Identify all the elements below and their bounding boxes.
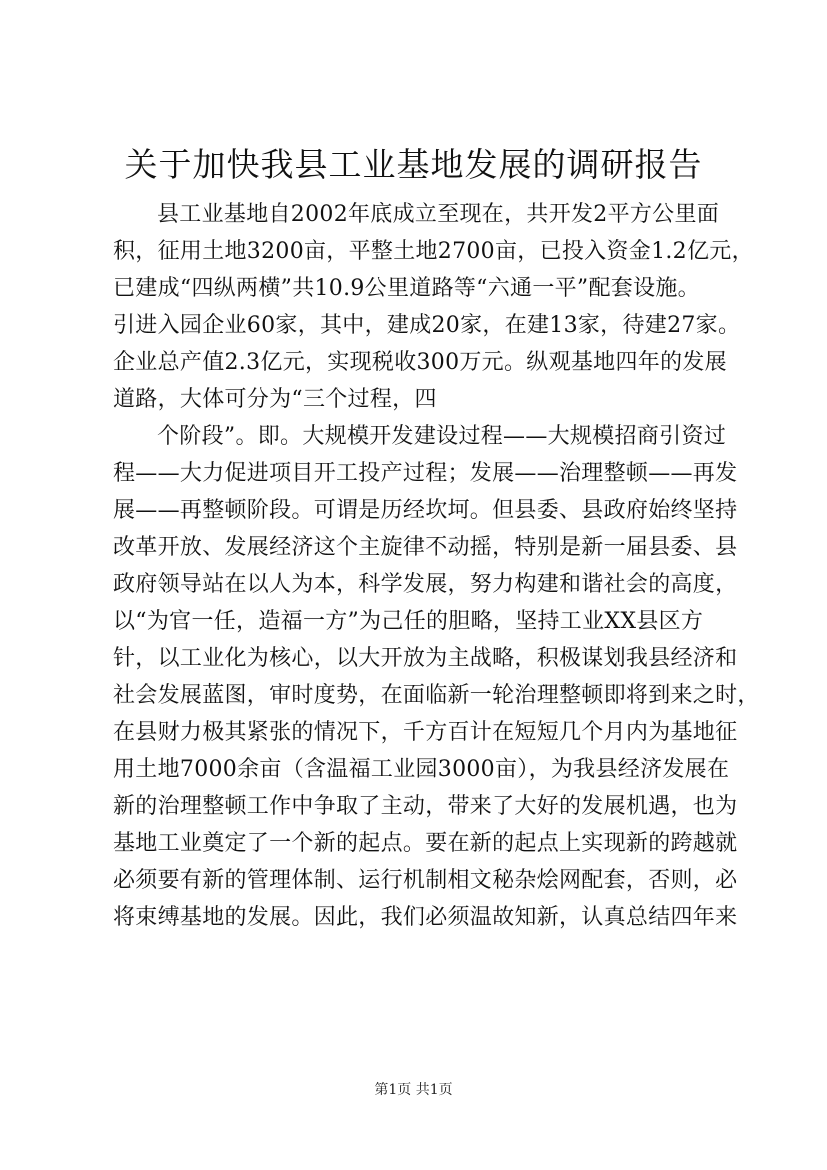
body-line: 个阶段”。即。大规模开发建设过程——大规模招商引资过 [157, 424, 727, 449]
body-line: 在县财力极其紧张的情况下，千方百计在短短几个月内为基地征 [113, 720, 738, 745]
body-line: 政府领导站在以人为本，科学发展，努力构建和谐社会的高度， [113, 572, 738, 597]
document-title: 关于加快我县工业基地发展的调研报告 [124, 145, 703, 184]
body-line: 道路，大体可分为“三个过程，四 [113, 387, 437, 412]
body-line: 企业总产值2.3亿元，实现税收300万元。纵观基地四年的发展 [113, 350, 727, 375]
body-line: 以“为官一任，造福一方”为己任的胆略，坚持工业XX县区方 [113, 609, 704, 634]
body-line: 积，征用土地3200亩，平整土地2700亩，已投入资金1.2亿元， [113, 239, 754, 264]
body-line: 已建成“四纵两横”共10.9公里道路等“六通一平”配套设施。 [113, 276, 700, 301]
body-line: 将束缚基地的发展。因此，我们必须温故知新，认真总结四年来 [113, 905, 738, 930]
body-line: 新的治理整顿工作中争取了主动，带来了大好的发展机遇，也为 [113, 794, 738, 819]
body-line: 社会发展蓝图，审时度势，在面临新一轮治理整顿即将到来之时， [113, 683, 760, 708]
body-line: 针，以工业化为核心，以大开放为主战略，积极谋划我县经济和 [113, 646, 738, 671]
body-line: 基地工业奠定了一个新的起点。要在新的起点上实现新的跨越就 [113, 831, 738, 856]
body-line: 必须要有新的管理体制、运行机制相文秘杂烩网配套，否则，必 [113, 868, 738, 893]
body-line: 引进入园企业60家，其中，建成20家，在建13家，待建27家。 [113, 313, 741, 338]
body-line: 展——再整顿阶段。可谓是历经坎坷。但县委、县政府始终坚持 [113, 498, 738, 523]
page-footer: 第1页 共1页 [374, 1082, 453, 1098]
body-line: 用土地7000余亩（含温福工业园3000亩），为我县经济发展在 [113, 757, 730, 782]
document-body [113, 196, 760, 936]
body-line: 县工业基地自2002年底成立至现在，共开发2平方公里面 [157, 202, 720, 227]
body-line: 改革开放、发展经济这个主旋律不动摇，特别是新一届县委、县 [113, 535, 738, 560]
body-line: 程——大力促进项目开工投产过程；发展——治理整顿——再发 [113, 461, 738, 486]
